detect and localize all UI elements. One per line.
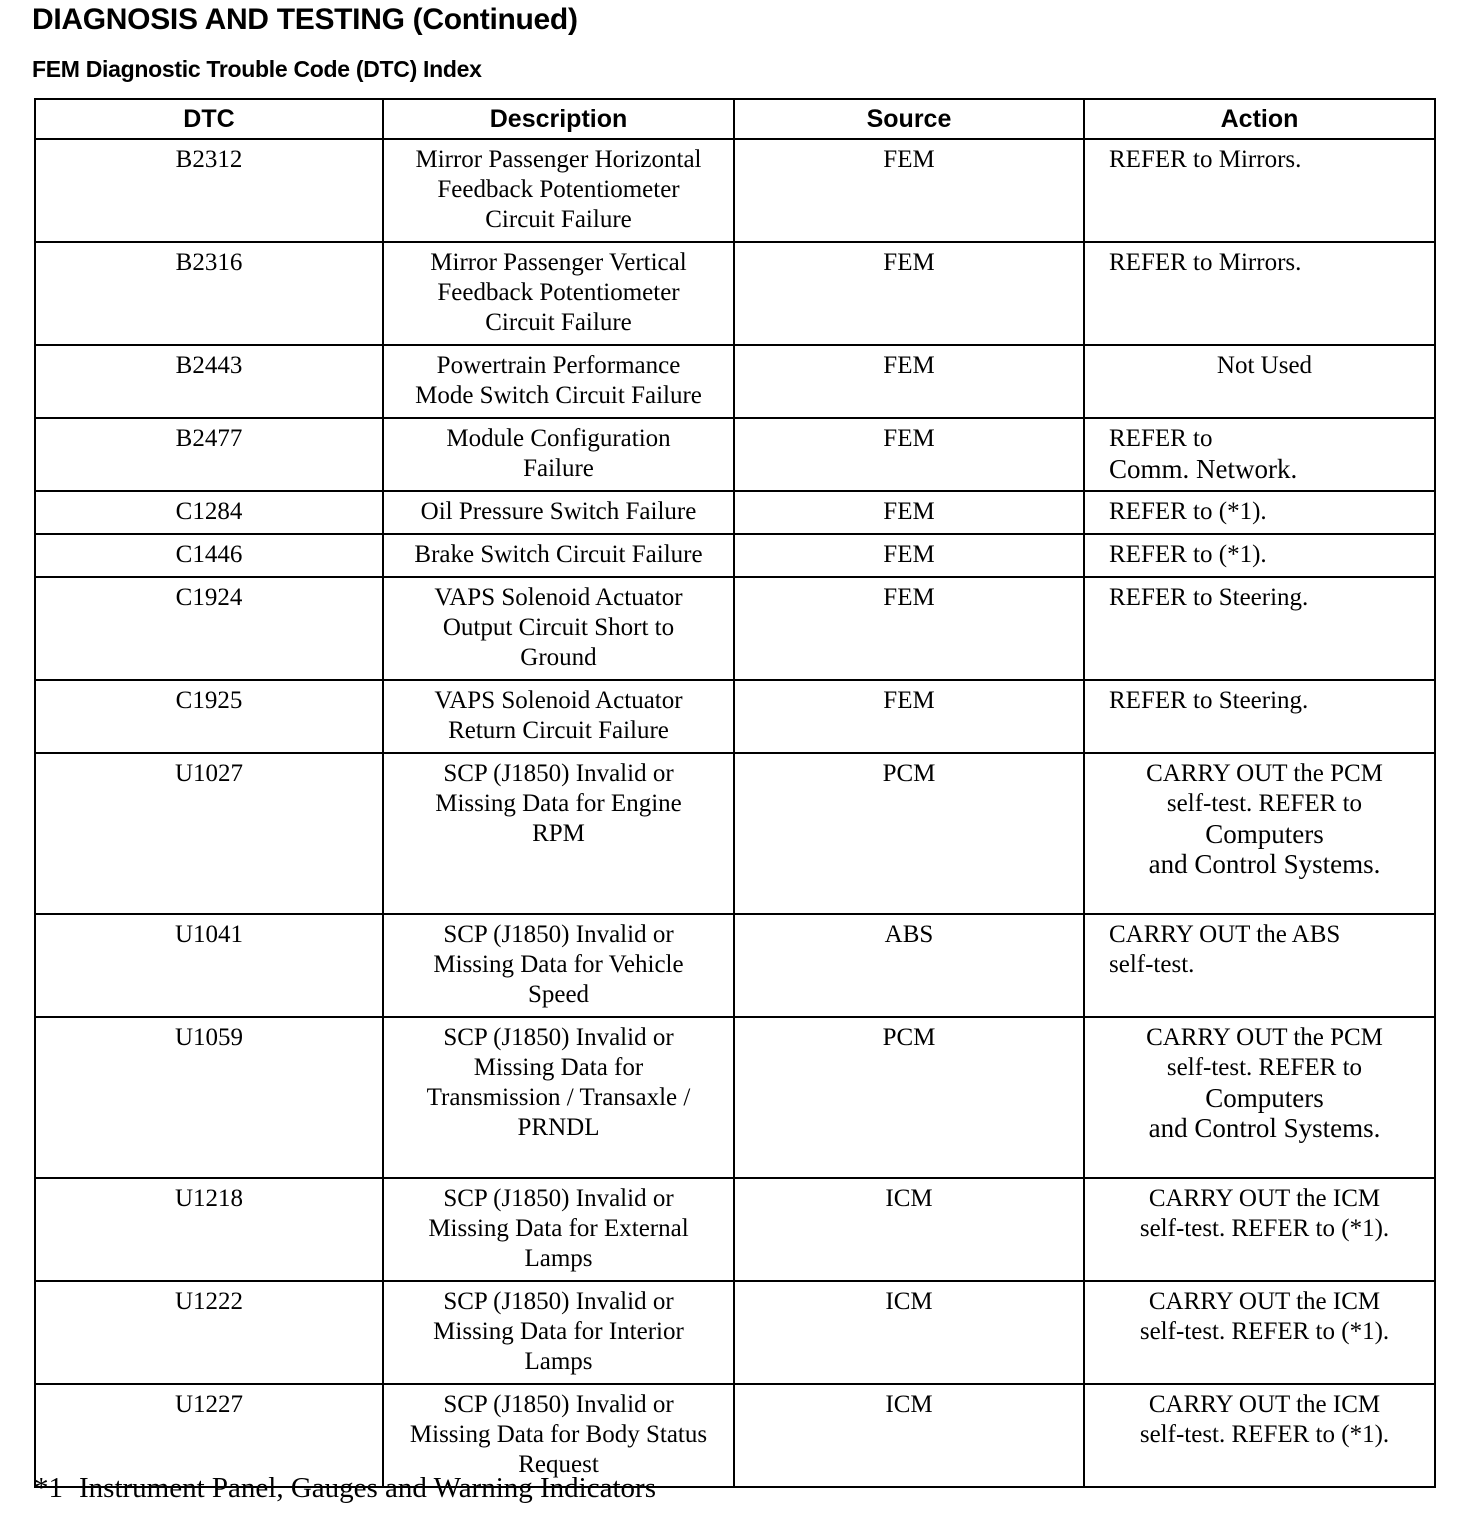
description-line: PRNDL [517,1114,600,1141]
source-cell: ICM [734,1384,1084,1487]
action-cell [1084,491,1435,534]
dtc-index-table [34,98,1436,1488]
action-line: and Control Systems. [1148,1113,1381,1143]
description-line: Oil Pressure Switch Failure [420,498,697,525]
footnote [34,1470,656,1506]
source-cell: ABS [734,914,1084,1017]
table-row [35,577,1435,680]
action-line: self-test. REFER to (*1). [1139,1215,1390,1242]
header-description: Description [383,99,734,139]
description-cell [383,680,734,753]
description-line: VAPS Solenoid Actuator [434,687,683,714]
source-cell: FEM [734,491,1084,534]
action-cell [1084,753,1435,914]
description-line: Speed [527,981,590,1008]
table-row [35,1178,1435,1281]
description-cell [383,1017,734,1178]
source-cell: FEM [734,577,1084,680]
description-line: Missing Data for Body Status [409,1421,708,1448]
action-cell [1084,345,1435,418]
description-line: Lamps [524,1245,593,1272]
source-cell: FEM [734,418,1084,491]
description-line: Mode Switch Circuit Failure [415,382,702,409]
dtc-cell: B2316 [35,242,383,345]
action-cell [1084,139,1435,242]
description-cell [383,491,734,534]
dtc-cell: U1222 [35,1281,383,1384]
description-line: SCP (J1850) Invalid or [443,921,674,948]
action-line: self-test. [1109,951,1195,978]
page-title: DIAGNOSIS AND TESTING (Continued) [32,3,578,36]
description-line: SCP (J1850) Invalid or [443,1288,674,1315]
description-line: Powertrain Performance [436,352,681,379]
action-cell [1084,418,1435,491]
description-line: SCP (J1850) Invalid or [443,1024,674,1051]
table-row [35,1281,1435,1384]
description-cell [383,345,734,418]
description-line: Transmission / Transaxle / [426,1084,691,1111]
footnote-text: Instrument Panel, Gauges and Warning Indicators [79,1472,656,1504]
action-line: Computers [1205,819,1324,849]
dtc-cell: U1027 [35,753,383,914]
table-header-row [35,99,1435,139]
table-row [35,418,1435,491]
action-cell [1084,577,1435,680]
action-cell [1084,242,1435,345]
action-line: REFER to Mirrors. [1109,249,1302,276]
description-cell [383,577,734,680]
table-row [35,534,1435,577]
action-line: REFER to (*1). [1109,498,1267,525]
action-line: self-test. REFER to (*1). [1139,1421,1390,1448]
header-dtc: DTC [35,99,383,139]
header-source: Source [734,99,1084,139]
action-line: CARRY OUT the PCM [1146,1024,1383,1051]
dtc-cell: U1059 [35,1017,383,1178]
description-line: Brake Switch Circuit Failure [414,541,703,568]
source-cell: PCM [734,1017,1084,1178]
table-row [35,345,1435,418]
description-cell [383,1281,734,1384]
action-line: self-test. REFER to (*1). [1139,1318,1390,1345]
description-line: Mirror Passenger Vertical [430,249,687,276]
description-line: Missing Data for External [428,1215,689,1242]
action-line: CARRY OUT the ABS [1109,921,1341,948]
description-line: Output Circuit Short to [442,614,675,641]
action-cell [1084,1281,1435,1384]
table-row [35,139,1435,242]
table-row [35,753,1435,914]
dtc-cell: C1284 [35,491,383,534]
description-line: Request [518,1451,599,1478]
action-line: REFER to Steering. [1109,687,1309,714]
page-subtitle: FEM Diagnostic Trouble Code (DTC) Index [32,56,482,82]
table-row [35,914,1435,1017]
description-line: Module Configuration [446,425,671,452]
dtc-cell: U1041 [35,914,383,1017]
dtc-cell: U1227 [35,1384,383,1487]
footnote-marker: *1 [34,1472,63,1504]
action-line: REFER to Steering. [1109,584,1309,611]
table-row [35,680,1435,753]
description-line: Missing Data for Vehicle [433,951,684,978]
action-cell [1084,534,1435,577]
source-cell: FEM [734,680,1084,753]
description-cell [383,242,734,345]
dtc-cell: B2443 [35,345,383,418]
description-line: RPM [532,820,585,847]
dtc-cell: B2312 [35,139,383,242]
action-line: and Control Systems. [1148,849,1381,879]
dtc-cell: U1218 [35,1178,383,1281]
table-row [35,491,1435,534]
description-line: Lamps [524,1348,593,1375]
action-line: CARRY OUT the PCM [1146,760,1383,787]
action-cell [1084,1017,1435,1178]
action-line: Computers [1205,1083,1324,1113]
description-cell [383,139,734,242]
action-line: self-test. REFER to [1166,1054,1363,1081]
description-line: VAPS Solenoid Actuator [434,584,683,611]
description-line: SCP (J1850) Invalid or [443,1185,674,1212]
description-cell [383,418,734,491]
description-cell [383,914,734,1017]
description-line: Mirror Passenger Horizontal [415,146,702,173]
action-cell [1084,914,1435,1017]
description-cell [383,1178,734,1281]
description-line: Ground [520,644,597,671]
description-line: SCP (J1850) Invalid or [443,1391,674,1418]
action-line: Comm. Network. [1109,454,1298,484]
table-row [35,242,1435,345]
action-line: Not Used [1216,352,1313,379]
action-line: REFER to (*1). [1109,541,1267,568]
action-line: CARRY OUT the ICM [1148,1185,1381,1212]
action-line: REFER to [1109,425,1213,452]
source-cell: ICM [734,1178,1084,1281]
description-line: Circuit Failure [485,309,632,336]
description-cell [383,534,734,577]
source-cell: FEM [734,139,1084,242]
table-row [35,1017,1435,1178]
description-line: Feedback Potentiometer [437,176,680,203]
description-line: Failure [523,455,594,482]
dtc-cell: C1925 [35,680,383,753]
source-cell: ICM [734,1281,1084,1384]
dtc-cell: B2477 [35,418,383,491]
description-line: Missing Data for Engine [435,790,682,817]
source-cell: FEM [734,242,1084,345]
source-cell: FEM [734,534,1084,577]
action-cell [1084,1384,1435,1487]
action-cell [1084,680,1435,753]
source-cell: FEM [734,345,1084,418]
dtc-cell: C1924 [35,577,383,680]
header-action: Action [1084,99,1435,139]
description-line: SCP (J1850) Invalid or [443,760,674,787]
description-line: Missing Data for [473,1054,644,1081]
description-line: Circuit Failure [485,206,632,233]
source-cell: PCM [734,753,1084,914]
action-line: CARRY OUT the ICM [1148,1288,1381,1315]
description-cell [383,753,734,914]
action-line: CARRY OUT the ICM [1148,1391,1381,1418]
action-cell [1084,1178,1435,1281]
table-body [35,139,1435,1487]
description-line: Missing Data for Interior [433,1318,684,1345]
action-line: self-test. REFER to [1166,790,1363,817]
dtc-cell: C1446 [35,534,383,577]
description-line: Feedback Potentiometer [437,279,680,306]
description-line: Return Circuit Failure [448,717,669,744]
action-line: REFER to Mirrors. [1109,146,1302,173]
